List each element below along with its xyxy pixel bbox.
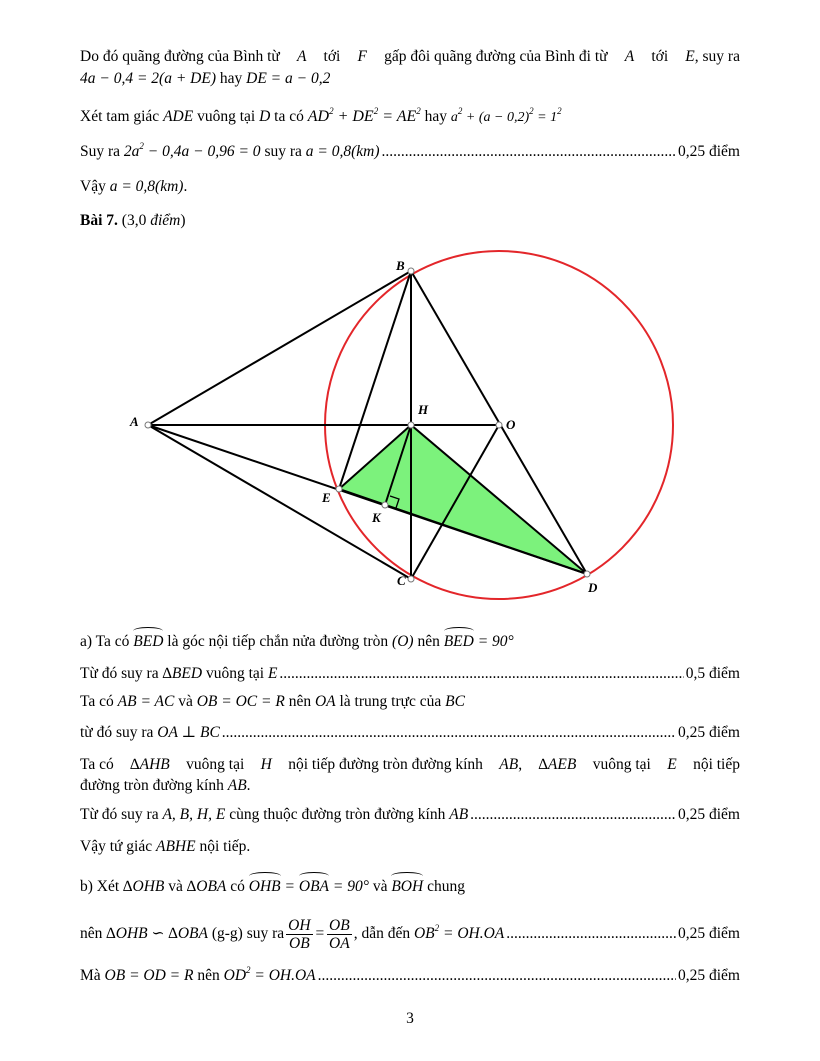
text: Vậy	[80, 178, 106, 195]
text: nội tiếp đường tròn đường kính	[288, 756, 483, 773]
label-E: E	[322, 490, 331, 505]
math: = 90°	[332, 878, 369, 895]
text: chung	[427, 878, 465, 895]
math: AB	[449, 806, 469, 823]
text: , suy ra	[694, 48, 740, 65]
paragraph-line	[80, 723, 740, 743]
angle-BOH: BOH	[391, 874, 423, 897]
math: = AE	[382, 108, 417, 125]
math: OB = OD = R	[104, 967, 194, 984]
text: từ đó suy ra	[80, 724, 154, 741]
score: 0,25 điểm	[678, 806, 740, 823]
numerator: OH	[288, 916, 311, 934]
math: = 1	[537, 110, 558, 125]
score: 0,25 điểm	[678, 724, 740, 741]
numerator: OB	[329, 916, 350, 934]
text: hay	[424, 108, 448, 125]
text: Từ đó suy ra	[80, 665, 159, 682]
text: Ta có	[80, 756, 114, 773]
text: , dẫn đến	[353, 925, 411, 942]
angle-BED: BED	[133, 629, 163, 652]
text: (g-g) suy ra	[211, 925, 285, 942]
math: ∆OHB ∽ ∆OBA	[106, 925, 208, 942]
fraction	[286, 917, 312, 952]
text: nên	[417, 633, 440, 650]
text: là góc nội tiếp chắn nửa đường tròn	[167, 633, 389, 650]
angle-BED: BED	[444, 629, 474, 652]
angle-OHB: OHB	[249, 874, 281, 897]
text: nên	[80, 925, 103, 942]
paragraph-line	[80, 805, 740, 825]
text: gấp đôi quãng đường của Bình đi từ	[384, 48, 608, 65]
point-C	[408, 576, 414, 582]
text: vuông tại	[186, 756, 245, 773]
point-D	[584, 571, 590, 577]
math-var: F	[357, 48, 367, 65]
label-A: A	[130, 414, 139, 429]
score: 0,25 điểm	[678, 925, 740, 942]
text: Do đó quãng đường của Bình từ	[80, 48, 280, 65]
text: là trung trực của	[339, 693, 442, 710]
sup: 2	[434, 923, 440, 933]
point-E	[336, 486, 342, 492]
text: tới	[651, 48, 669, 65]
math: + (a − 0,2)	[465, 110, 530, 125]
sup: 2	[246, 965, 251, 975]
math: ∆BED	[162, 665, 203, 682]
text: 3,0	[126, 212, 147, 229]
math: =	[284, 878, 295, 895]
dot-leader	[318, 966, 676, 986]
score: 0,5 điểm	[685, 665, 740, 682]
point-O	[496, 422, 502, 428]
text: (	[121, 212, 127, 229]
text: ta có	[274, 108, 304, 125]
label-K: K	[372, 510, 381, 525]
point-H	[408, 422, 414, 428]
math: (O)	[392, 633, 414, 650]
label-D: D	[588, 580, 598, 595]
dot-leader	[279, 664, 683, 684]
text: Ta có	[80, 693, 114, 710]
sup: 2	[416, 106, 421, 116]
math: AD	[307, 108, 330, 125]
math: A, B, H, E	[162, 806, 226, 823]
sup: 2	[329, 106, 334, 116]
math-var: E	[685, 48, 695, 65]
paragraph-line	[80, 837, 740, 857]
label-H: H	[418, 402, 429, 417]
math: = 90°	[477, 633, 514, 650]
text: Xét tam giác	[80, 108, 160, 125]
paragraph-line	[80, 692, 740, 712]
line-AC	[148, 425, 411, 579]
point-B	[408, 268, 414, 274]
math: 2a	[123, 143, 140, 160]
label-C: C	[397, 573, 406, 588]
text: )	[180, 212, 186, 229]
label-O: O	[506, 417, 516, 432]
math: OB	[413, 925, 435, 942]
math: AB = AC	[117, 693, 175, 710]
math: OA ⊥ BC	[157, 724, 220, 741]
point-K	[382, 502, 388, 508]
math: AB	[499, 756, 519, 773]
dot-leader	[506, 924, 676, 944]
line-AB	[148, 271, 411, 425]
text: nên	[197, 967, 220, 984]
angle-OBA: OBA	[299, 874, 329, 897]
text: Từ đó suy ra	[80, 806, 159, 823]
math-var: D	[259, 108, 271, 125]
text: b) Xét	[80, 878, 120, 895]
text: vuông tại	[592, 756, 651, 773]
paragraph-line	[80, 874, 740, 897]
paragraph-line	[80, 776, 740, 796]
math-var: A	[624, 48, 635, 65]
math: OD	[223, 967, 247, 984]
text: và	[168, 878, 183, 895]
math: + DE	[337, 108, 374, 125]
sup: 2	[529, 106, 534, 116]
math: ∆AHB	[130, 756, 170, 773]
text: hay	[219, 70, 243, 87]
text: Mà	[80, 967, 101, 984]
line-AD	[148, 425, 587, 574]
math: a	[450, 110, 458, 125]
text: cùng thuộc đường tròn đường kính	[229, 806, 446, 823]
text: có	[230, 878, 245, 895]
text: ,	[518, 756, 523, 773]
text: tới	[323, 48, 341, 65]
text: .	[183, 178, 188, 195]
text: suy ra	[264, 143, 302, 160]
math: =	[314, 925, 326, 942]
score: 0,25 điểm	[678, 143, 740, 160]
section-title: Bài 7.	[80, 212, 118, 229]
sup: 2	[557, 106, 562, 116]
math: H	[260, 756, 272, 773]
math-var: ADE	[163, 108, 194, 125]
math-expr: 4a − 0,4 = 2(a + DE)	[80, 70, 216, 87]
text: nên	[288, 693, 312, 710]
math: − 0,4a − 0,96 = 0	[147, 143, 261, 160]
paragraph-line	[80, 755, 740, 775]
score: 0,25 điểm	[678, 967, 740, 984]
text: .	[246, 777, 251, 794]
text: vuông tại	[205, 665, 265, 682]
math-var: A	[296, 48, 307, 65]
math: ∆AEB	[538, 756, 577, 773]
text: Suy ra	[80, 143, 121, 160]
dot-leader	[222, 723, 676, 743]
math-expr: DE = a − 0,2	[246, 70, 331, 87]
math: ∆OHB	[123, 878, 165, 895]
math: AB	[227, 777, 247, 794]
text: nội tiếp.	[199, 838, 251, 855]
paragraph-line	[80, 664, 740, 684]
text: nội tiếp	[693, 756, 740, 773]
page-number: 3	[406, 1010, 414, 1027]
math: ∆OBA	[186, 878, 227, 895]
triangle-HED	[339, 425, 587, 574]
sup: 2	[457, 106, 463, 116]
math: = OH.OA	[443, 925, 505, 942]
math: = OH.OA	[254, 967, 316, 984]
text: a) Ta có	[80, 633, 130, 650]
paragraph-line	[80, 916, 740, 952]
label-B: B	[396, 258, 405, 273]
denominator: OB	[289, 934, 310, 952]
math: BC	[445, 693, 465, 710]
text: và	[372, 878, 388, 895]
math-expr: a = 0,8(km)	[305, 143, 380, 160]
dot-leader	[470, 805, 676, 825]
text: điểm	[150, 212, 181, 229]
text: và	[178, 693, 193, 710]
math: OB = OC = R	[196, 693, 285, 710]
paragraph-line	[80, 629, 740, 652]
math: OA	[314, 693, 336, 710]
math: E	[267, 665, 278, 682]
math: ABHE	[155, 838, 196, 855]
text: vuông tại	[197, 108, 256, 125]
math-expr: a = 0,8(km)	[109, 178, 184, 195]
denominator: OA	[329, 934, 350, 952]
text: đường tròn đường kính	[80, 777, 224, 794]
sup: 2	[373, 106, 379, 116]
fraction	[327, 917, 352, 952]
math: E	[667, 756, 677, 773]
paragraph-line	[80, 966, 740, 986]
sup: 2	[139, 141, 144, 151]
text: Vậy tứ giác	[80, 838, 153, 855]
point-A	[145, 422, 151, 428]
